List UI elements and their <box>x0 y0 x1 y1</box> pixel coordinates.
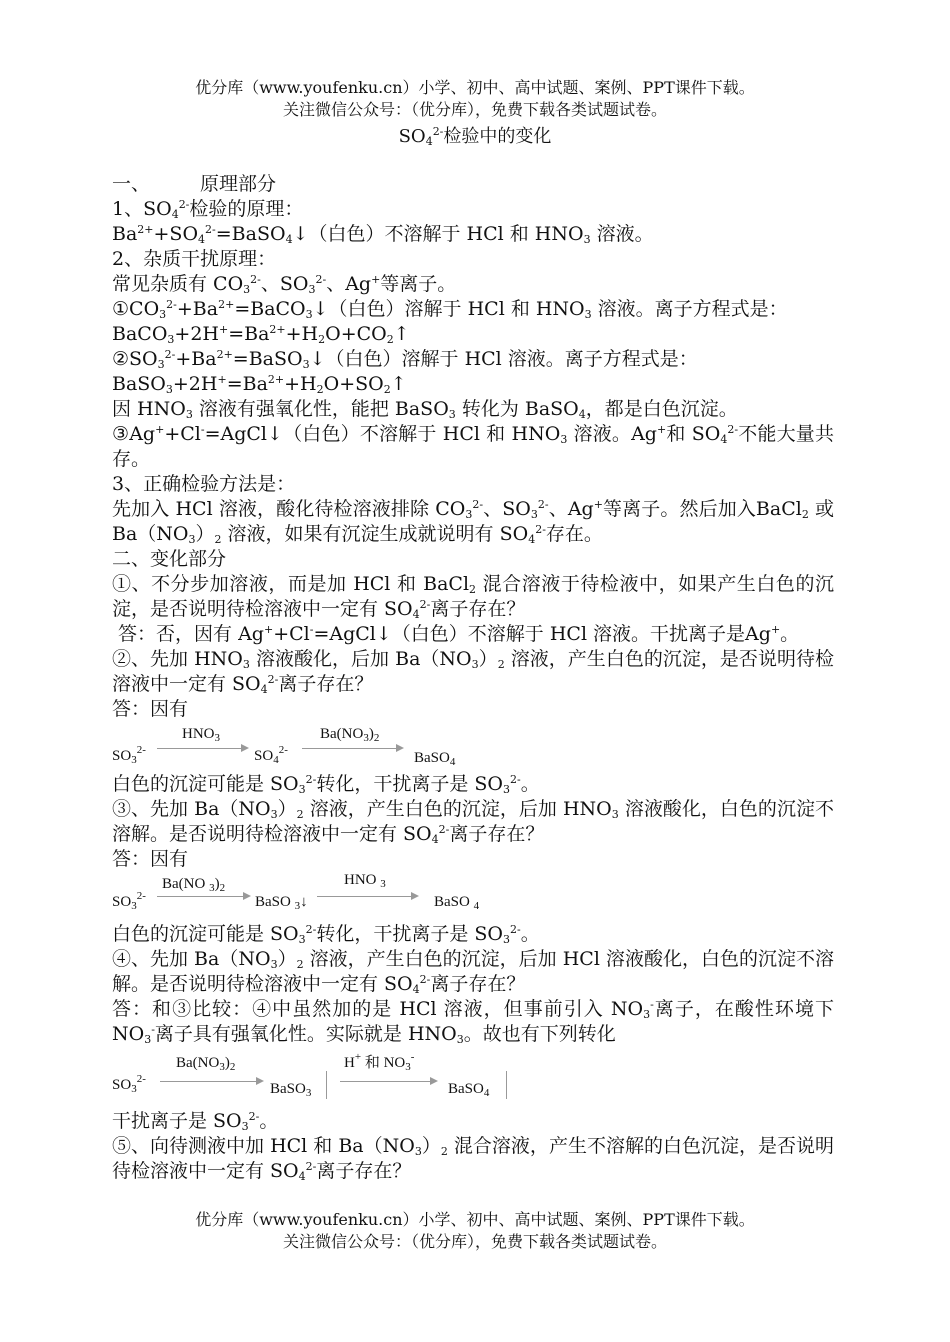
header-line-2: 关注微信公众号：（优分库），免费下载各类试题试卷。 <box>282 100 667 119</box>
part1-heading: 一、 原理部分 <box>112 173 277 195</box>
section1-heading: 1、$SO_4^{2-}$检验的原理： <box>112 198 304 221</box>
arrow-icon <box>160 1081 262 1082</box>
part2-heading: 二、变化部分 <box>112 548 227 570</box>
answer-3-note: 白色的沉淀可能是 $SO_3^{2-}$转化，干扰离子是 $SO_3^{2-}$。 <box>112 923 540 946</box>
arrow-icon <box>157 748 247 749</box>
arrow-icon <box>340 1081 436 1082</box>
question-2: ②、先加 $HNO_3$ 溶液酸化，后加 $Ba(NO_3)_2$ 溶液，产生白色的沉淀，是否说明待检溶液中一定有 $SO_4^{2-}$离子存在？ <box>112 648 834 696</box>
impurity-2-note: 因 $HNO_3$ 溶液有强氧化性，能把 BaSO$_3$ 转化为 BaSO$_4$，都是白色沉淀。 <box>112 398 738 421</box>
impurity-2-eq: $BaSO_3+2H^+=Ba^{2+}+H_2O+SO_2↑$ <box>112 373 407 396</box>
question-4: ④、先加 $Ba(NO_3)_2$ 溶液，产生白色的沉淀，后加 HCl 溶液酸化，白色的沉淀不溶解。是否说明待检溶液中一定有 $SO_4^{2-}$离子存在？ <box>112 948 834 996</box>
arrow-icon <box>317 896 417 897</box>
answer-2-prefix: 答：因有 <box>112 698 189 720</box>
impurity-2: $②SO_3^{2-}+Ba^{2+}=BaSO_3↓$（白色）溶解于 HCl 溶液。离子方程式是： <box>112 348 698 371</box>
impurity-3: ③Ag++Cl-=AgCl↓（白色）不溶解于 HCl 和 $HNO_3$ 溶液。Ag+和 $SO_4^{2-}$不能大量共存。 <box>112 423 834 470</box>
answer-1: 答：否，因有 Ag++Cl-=AgCl↓（白色）不溶解于 HCl 溶液。干扰离子是Ag+。 <box>112 623 800 645</box>
method-text: 先加入 HCl 溶液，酸化待检溶液排除 $CO_3^{2-}$、$SO_3^{2-}$、Ag+等离子。然后加入BaCl$_2$ 或 $Ba(NO_3)_2$ 溶液，如果有沉淀生成就说明有 $SO_4^{2-}$存在。 <box>112 498 834 546</box>
answer-4: 答：和③比较：④中虽然加的是 HCl 溶液，但事前引入 $NO_3^-$离子，在酸性环境下 $NO_3^-$离子具有强氧化性。实际就是 $HNO_3$。故也有下列转化 <box>112 998 834 1046</box>
footer-line-2: 关注微信公众号：（优分库），免费下载各类试题试卷。 <box>282 1232 667 1251</box>
arrow-icon <box>302 748 402 749</box>
reaction-scheme-2: $SO_3^{2-}$ Ba(NO $_3)_2$ BaSO $_3$↓ HNO $_3$ BaSO $_4$ <box>112 872 480 912</box>
reaction-scheme-3: $SO_3^{2-}$ $Ba(NO_3)_2$ BaSO$_3$ H+ 和 $NO_3^-$ BaSO$_4$ <box>112 1047 834 1109</box>
document-title: $SO_4^{2-}$检验中的变化 <box>398 125 552 148</box>
answer-2-note: 白色的沉淀可能是 $SO_3^{2-}$转化，干扰离子是 $SO_3^{2-}$。 <box>112 773 540 796</box>
header-line-1: 优分库（www.youfenku.cn）小学、初中、高中试题、案例、PPT课件下载。 <box>195 78 755 97</box>
section2-heading: 2、杂质干扰原理： <box>112 248 277 270</box>
footer-line-1: 优分库（www.youfenku.cn）小学、初中、高中试题、案例、PPT课件下载。 <box>195 1210 755 1229</box>
principle-equation: $Ba^{2+}+SO_4^{2-}=BaSO_4↓$（白色）不溶解于 HCl 和 $HNO_3$ 溶液。 <box>112 223 654 246</box>
section3-heading: 3、正确检验方法是： <box>112 473 296 495</box>
reaction-scheme-1: $SO_3^{2-}$ $HNO_3$ $SO_4^{2-}$ $Ba(NO_3)_2$ BaSO$_4$ <box>112 726 456 768</box>
answer-3-prefix: 答：因有 <box>112 848 189 870</box>
question-1: ①、不分步加溶液，而是加 HCl 和 BaCl$_2$ 混合溶液于待检液中，如果产生白色的沉淀，是否说明待检溶液中一定有 $SO_4^{2-}$离子存在？ <box>112 573 834 621</box>
question-3: ③、先加 $Ba(NO_3)_2$ 溶液，产生白色的沉淀，后加 $HNO_3$ 溶液酸化，白色的沉淀不溶解。是否说明待检溶液中一定有 $SO_4^{2-}$离子存在？ <box>112 798 834 846</box>
document-body <box>112 172 834 1184</box>
impurity-1: $①CO_3^{2-}+Ba^{2+}=BaCO_3↓$（白色）溶解于 HCl 和 $HNO_3$ 溶液。离子方程式是： <box>112 298 788 321</box>
question-5: ⑤、向待测液中加 HCl 和 $Ba(NO_3)_2$ 混合溶液，产生不溶解的白色沉淀，是否说明待检溶液中一定有 $SO_4^{2-}$离子存在？ <box>112 1135 834 1183</box>
impurity-text: 常见杂质有 $CO_3^{2-}$、$SO_3^{2-}$、Ag+等离子。 <box>112 273 457 296</box>
answer-4-note: 干扰离子是 $SO_3^{2-}$。 <box>112 1110 279 1133</box>
arrow-icon <box>157 896 249 897</box>
impurity-1-eq: $BaCO_3+2H^+=Ba^{2+}+H_2O+CO_2↑$ <box>112 323 410 346</box>
